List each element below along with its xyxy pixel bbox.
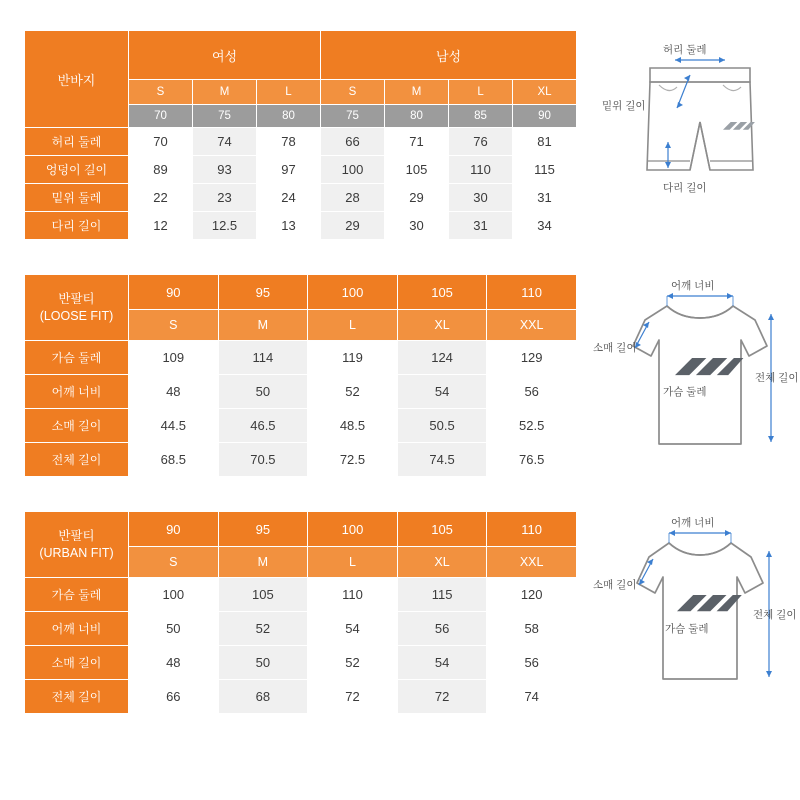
shorts-size-cell: S [321, 80, 385, 105]
shorts-label-leg: 다리 길이 [663, 182, 707, 194]
table-cell: 12.5 [193, 212, 257, 240]
shorts-size-table [24, 30, 577, 240]
table-cell: 100 [321, 156, 385, 184]
table-cell: 74 [193, 128, 257, 156]
tee-loose-number-cell: 105 [397, 275, 487, 310]
tee-urban-size-cell: XXL [487, 547, 577, 578]
table-cell: 119 [308, 341, 398, 375]
table-cell: 66 [321, 128, 385, 156]
table-cell: 28 [321, 184, 385, 212]
table-cell: 66 [129, 680, 219, 714]
tee-loose-number-cell: 110 [487, 275, 577, 310]
table-cell: 97 [257, 156, 321, 184]
tee-loose-size-cell: L [308, 310, 398, 341]
table-cell: 81 [513, 128, 577, 156]
row-label: 어깨 너비 [25, 375, 129, 409]
table-cell: 76 [449, 128, 513, 156]
tee-loose-size-cell: XL [397, 310, 487, 341]
shorts-size-cell: L [449, 80, 513, 105]
table-cell: 70.5 [218, 443, 308, 477]
tee-loose-size-table [24, 274, 577, 477]
tee-urban-number-cell: 90 [129, 512, 219, 547]
table-cell: 129 [487, 341, 577, 375]
table-cell: 46.5 [218, 409, 308, 443]
shorts-number-cell: 80 [257, 105, 321, 128]
tee-urban-size-cell: L [308, 547, 398, 578]
table-cell: 24 [257, 184, 321, 212]
row-label: 가슴 둘레 [25, 341, 129, 375]
tee-loose-corner-line2: (LOOSE FIT) [39, 308, 114, 323]
table-cell: 72 [397, 680, 487, 714]
row-label: 가슴 둘레 [25, 578, 129, 612]
table-row [25, 156, 577, 184]
table-cell: 70 [129, 128, 193, 156]
table-row [25, 212, 577, 240]
shorts-illustration-svg [605, 30, 795, 230]
table-cell: 34 [513, 212, 577, 240]
row-label: 허리 둘레 [25, 128, 129, 156]
brand-logo-icon [677, 595, 742, 611]
tee-urban-number-cell: 110 [487, 512, 577, 547]
table-cell: 50 [218, 375, 308, 409]
table-row [25, 128, 577, 156]
table-cell: 105 [218, 578, 308, 612]
shorts-table-corner-label: 반바지 [25, 31, 129, 128]
tee-label-shoulder: 어깨 너비 [670, 517, 715, 529]
tee-urban-corner-line1: 반팔티 [58, 528, 95, 543]
table-cell: 105 [385, 156, 449, 184]
shorts-label-rise: 밑위 길이 [602, 100, 646, 112]
tee-label-sleeve: 소매 길이 [592, 342, 637, 354]
table-cell: 52 [308, 646, 398, 680]
tee-label-chest: 가슴 둘레 [662, 386, 707, 398]
table-cell: 30 [449, 184, 513, 212]
tee-urban-size-table [24, 511, 577, 714]
shorts-size-cell: S [129, 80, 193, 105]
table-cell: 89 [129, 156, 193, 184]
table-cell: 48 [129, 646, 219, 680]
tee-urban-size-cell: M [218, 547, 308, 578]
table-cell: 78 [257, 128, 321, 156]
tee-urban-corner-line2: (URBAN FIT) [39, 545, 114, 560]
shorts-section [24, 30, 776, 240]
table-row [25, 184, 577, 212]
table-cell: 52 [308, 375, 398, 409]
table-row [25, 646, 577, 680]
table-cell: 54 [308, 612, 398, 646]
table-cell: 93 [193, 156, 257, 184]
tee-loose-corner-label [25, 275, 129, 341]
table-cell: 124 [397, 341, 487, 375]
shorts-number-cell: 90 [513, 105, 577, 128]
tee-label-shoulder: 어깨 너비 [670, 280, 715, 292]
table-cell: 13 [257, 212, 321, 240]
shorts-group-header-women: 여성 [129, 31, 321, 80]
shorts-size-cell: M [385, 80, 449, 105]
table-cell: 52 [218, 612, 308, 646]
table-cell: 29 [321, 212, 385, 240]
table-cell: 30 [385, 212, 449, 240]
tee-urban-size-cell: XL [397, 547, 487, 578]
tee-loose-size-cell: M [218, 310, 308, 341]
table-cell: 74.5 [397, 443, 487, 477]
tee-urban-section [24, 511, 797, 714]
tee-label-sleeve: 소매 길이 [592, 579, 637, 591]
table-cell: 50 [218, 646, 308, 680]
table-cell: 44.5 [129, 409, 219, 443]
table-cell: 31 [449, 212, 513, 240]
tee-urban-number-cell: 100 [308, 512, 398, 547]
shorts-group-header-men: 남성 [321, 31, 577, 80]
table-row [25, 680, 577, 714]
table-cell: 114 [218, 341, 308, 375]
tee-loose-number-cell: 100 [308, 275, 398, 310]
row-label: 엉덩이 길이 [25, 156, 129, 184]
table-cell: 68 [218, 680, 308, 714]
tee-loose-size-cell: S [129, 310, 219, 341]
table-cell: 120 [487, 578, 577, 612]
row-label: 어깨 너비 [25, 612, 129, 646]
shorts-diagram [602, 30, 795, 220]
table-row [25, 375, 577, 409]
table-cell: 56 [487, 646, 577, 680]
table-row [25, 409, 577, 443]
table-cell: 115 [513, 156, 577, 184]
row-label: 소매 길이 [25, 646, 129, 680]
table-cell: 110 [308, 578, 398, 612]
table-cell: 23 [193, 184, 257, 212]
table-cell: 74 [487, 680, 577, 714]
tee-urban-size-cell: S [129, 547, 219, 578]
shorts-number-cell: 85 [449, 105, 513, 128]
shorts-number-cell: 80 [385, 105, 449, 128]
row-label: 전체 길이 [25, 680, 129, 714]
tee-loose-size-cell: XXL [487, 310, 577, 341]
table-cell: 100 [129, 578, 219, 612]
table-cell: 56 [397, 612, 487, 646]
shorts-label-waist: 허리 둘레 [663, 44, 707, 56]
shorts-number-cell: 75 [321, 105, 385, 128]
table-row [25, 612, 577, 646]
tee-urban-diagram [592, 511, 797, 711]
tee-label-total: 전체 길이 [752, 609, 797, 621]
table-row [25, 578, 577, 612]
shorts-number-cell: 70 [129, 105, 193, 128]
row-label: 다리 길이 [25, 212, 129, 240]
table-cell: 48 [129, 375, 219, 409]
tee-loose-number-cell: 90 [129, 275, 219, 310]
table-cell: 68.5 [129, 443, 219, 477]
table-cell: 72 [308, 680, 398, 714]
table-cell: 110 [449, 156, 513, 184]
table-cell: 52.5 [487, 409, 577, 443]
table-cell: 109 [129, 341, 219, 375]
table-cell: 48.5 [308, 409, 398, 443]
table-cell: 12 [129, 212, 193, 240]
table-cell: 54 [397, 646, 487, 680]
table-cell: 50.5 [397, 409, 487, 443]
row-label: 전체 길이 [25, 443, 129, 477]
tee-urban-corner-label [25, 512, 129, 578]
tee-label-chest: 가슴 둘레 [664, 623, 709, 635]
row-label: 소매 길이 [25, 409, 129, 443]
table-cell: 31 [513, 184, 577, 212]
table-cell: 72.5 [308, 443, 398, 477]
table-cell: 76.5 [487, 443, 577, 477]
tee-urban-number-cell: 95 [218, 512, 308, 547]
shorts-size-cell: M [193, 80, 257, 105]
tee-label-total: 전체 길이 [754, 372, 799, 384]
tee-loose-number-cell: 95 [218, 275, 308, 310]
table-row [25, 341, 577, 375]
table-cell: 54 [397, 375, 487, 409]
table-row [25, 443, 577, 477]
tee-urban-number-cell: 105 [397, 512, 487, 547]
tee-loose-diagram [592, 274, 799, 474]
brand-logo-icon [723, 122, 755, 130]
table-cell: 56 [487, 375, 577, 409]
table-cell: 71 [385, 128, 449, 156]
table-cell: 50 [129, 612, 219, 646]
tee-loose-section [24, 274, 799, 477]
table-cell: 58 [487, 612, 577, 646]
shorts-number-cell: 75 [193, 105, 257, 128]
table-cell: 115 [397, 578, 487, 612]
shorts-size-cell: XL [513, 80, 577, 105]
row-label: 밑위 둘레 [25, 184, 129, 212]
tee-loose-corner-line1: 반팔티 [58, 291, 95, 306]
shorts-size-cell: L [257, 80, 321, 105]
table-cell: 22 [129, 184, 193, 212]
table-cell: 29 [385, 184, 449, 212]
brand-logo-icon [675, 358, 743, 375]
